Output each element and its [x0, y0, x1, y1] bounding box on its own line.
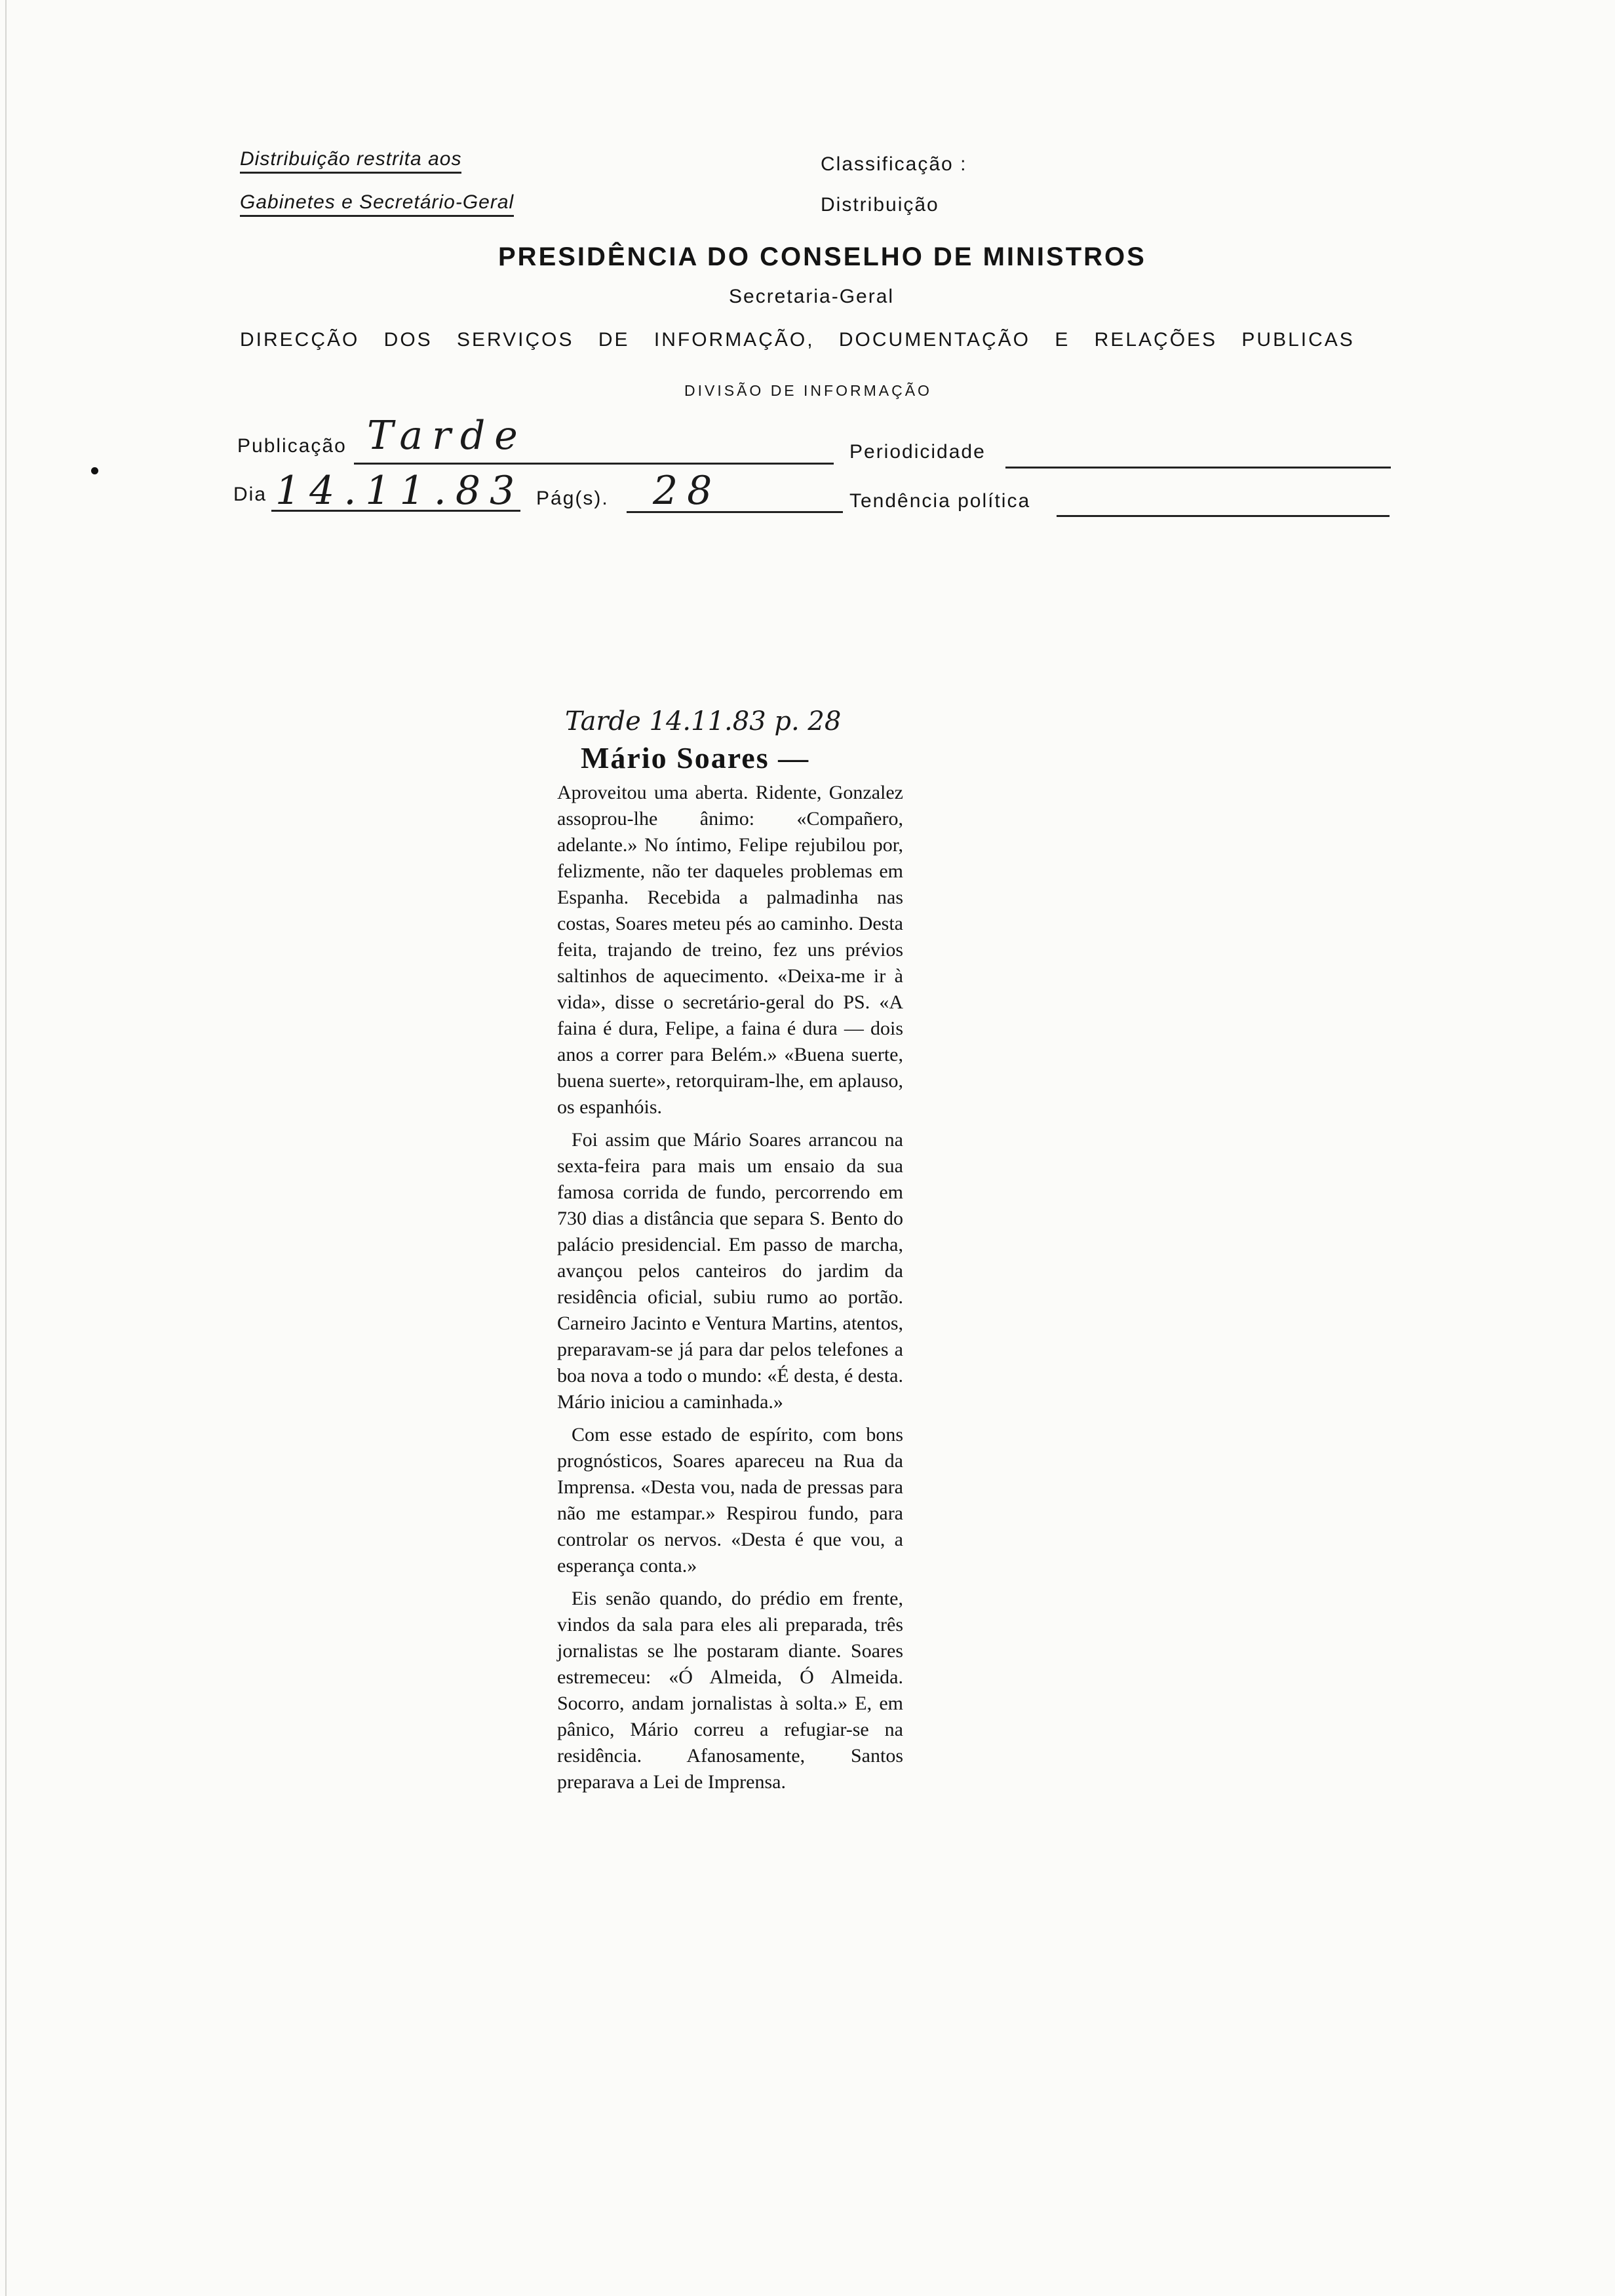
day-label: Dia [233, 484, 267, 505]
division-line: DIVISÃO DE INFORMAÇÃO [684, 382, 932, 399]
distribution-label: Distribuição [821, 194, 939, 216]
distribution-offices-line: Gabinetes e Secretário-Geral [240, 191, 514, 217]
political-tendency-label: Tendência política [849, 490, 1031, 512]
directorate-line: DIRECÇÃO DOS SERVIÇOS DE INFORMAÇÃO, DOCUMENTAÇÃO E RELAÇÕES PUBLICAS [240, 329, 1355, 351]
pages-handwritten: 28 [653, 468, 722, 514]
pages-underline [627, 511, 843, 513]
scan-edge [5, 0, 7, 2296]
distribution-restricted-line: Distribuição restrita aos [240, 148, 461, 174]
secretariat-subtitle: Secretaria-Geral [729, 286, 895, 307]
pages-label: Pág(s). [536, 488, 609, 509]
publication-label: Publicação [237, 435, 347, 457]
day-underline [271, 510, 520, 512]
article-body [557, 780, 903, 1802]
article-paragraph-1: Aproveitou uma aberta. Ridente, Gonzalez assoprou-lhe ânimo: «Compañero, adelante.» No íntimo, Felipe rejubilou por, felizmente, não ter daqueles problemas em Espanha. Recebida a palmadinha nas costas, Soares meteu pés ao caminho. Desta feita, trajando de treino, fez uns prévios saltinhos de aquecimento. «Deixa-me ir à vida», disse o secretário-geral do PS. «A faina é dura, Felipe, a faina é dura — dois anos a correr para Belém.» «Buena suerte, buena suerte», retorquiram-lhe, em aplauso, os espanhóis. [557, 782, 903, 1118]
publication-handwritten: Tarde [367, 413, 527, 459]
article-paragraph-3: Com esse estado de espírito, com bons prognósticos, Soares apareceu na Rua da Imprensa. «Desta vou, nada de pressas para não me estampar.» Respirou fundo, para controlar os nervos. «Desta é que vou, a esperança conta.» [557, 1424, 903, 1577]
article-headline: Mário Soares — [581, 741, 810, 775]
periodicity-label: Periodicidade [849, 441, 986, 463]
margin-dot [91, 467, 98, 474]
publication-underline [354, 463, 834, 465]
classification-label: Classificação : [821, 153, 967, 175]
presidency-title: PRESIDÊNCIA DO CONSELHO DE MINISTROS [498, 242, 1146, 271]
article-paragraph-4: Eis senão quando, do prédio em frente, vindos da sala para eles ali preparada, três jornalistas se lhe postaram diante. Soares estremeceu: «Ó Almeida, Ó Almeida. Socorro, andam jornalistas à solta.» E, em pânico, Mário correu a refugiar-se na residência. Afanosamente, Santos preparava a Lei de Imprensa. [557, 1588, 903, 1793]
political-tendency-underline [1057, 515, 1390, 517]
article-paragraph-2: Foi assim que Mário Soares arrancou na sexta-feira para mais um ensaio da sua famosa corrida de fundo, percorrendo em 730 dias a distância que separa S. Bento do palácio presidencial. Em passo de marcha, avançou pelos canteiros do jardim da residência oficial, subiu rumo ao portão. Carneiro Jacinto e Ventura Martins, atentos, preparavam-se já para dar pelos telefones a boa nova a todo o mundo: «É desta, é desta. Mário iniciou a caminhada.» [557, 1129, 903, 1413]
day-handwritten: 14.11.83 [275, 468, 524, 514]
periodicity-underline [1005, 467, 1391, 469]
clipping-handwritten-note: Tarde 14.11.83 p. 28 [565, 706, 842, 737]
